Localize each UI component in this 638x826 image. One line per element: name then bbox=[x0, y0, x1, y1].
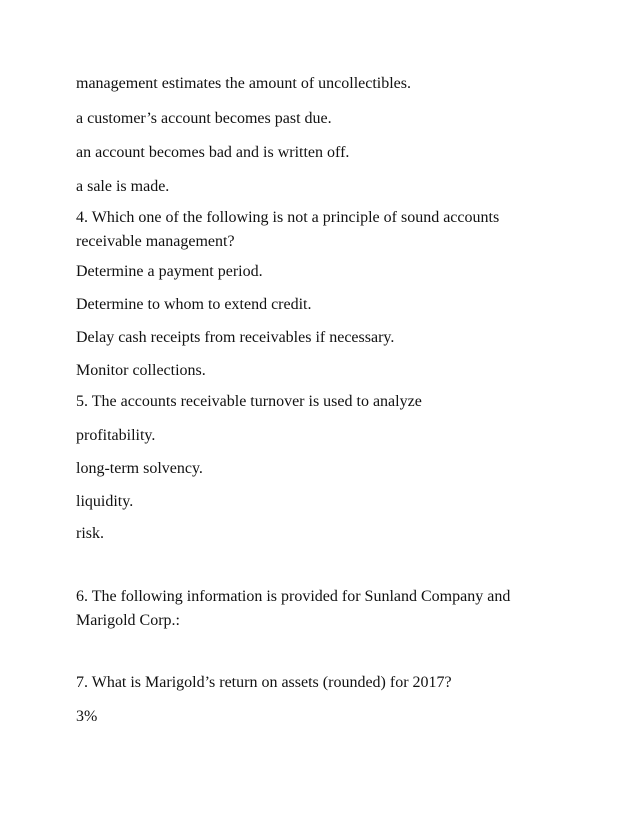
answer-option-line: a customer’s account becomes past due. bbox=[76, 110, 332, 127]
answer-option-line: profitability. bbox=[76, 427, 156, 444]
question-5: 5. The accounts receivable turnover is used to analyze bbox=[76, 393, 422, 410]
answer-option-line: 3% bbox=[76, 708, 98, 725]
answer-option-line: a sale is made. bbox=[76, 178, 170, 195]
answer-option-line: an account becomes bad and is written off. bbox=[76, 144, 350, 161]
question-7: 7. What is Marigold’s return on assets (rounded) for 2017? bbox=[76, 674, 452, 691]
answer-option-line: Monitor collections. bbox=[76, 362, 206, 379]
answer-option-line: Determine to whom to extend credit. bbox=[76, 296, 312, 313]
answer-option-line: Delay cash receipts from receivables if necessary. bbox=[76, 329, 395, 346]
answer-option-line: management estimates the amount of uncollectibles. bbox=[76, 75, 412, 92]
answer-option-line: long-term solvency. bbox=[76, 460, 203, 477]
question-6: 6. The following information is provided for Sunland Company and Marigold Corp.: bbox=[76, 588, 511, 629]
answer-option-line: risk. bbox=[76, 525, 104, 542]
question-4: 4. Which one of the following is not a principle of sound accounts receivable management? bbox=[76, 209, 500, 250]
answer-option-line: liquidity. bbox=[76, 493, 134, 510]
answer-option-line: Determine a payment period. bbox=[76, 263, 263, 280]
